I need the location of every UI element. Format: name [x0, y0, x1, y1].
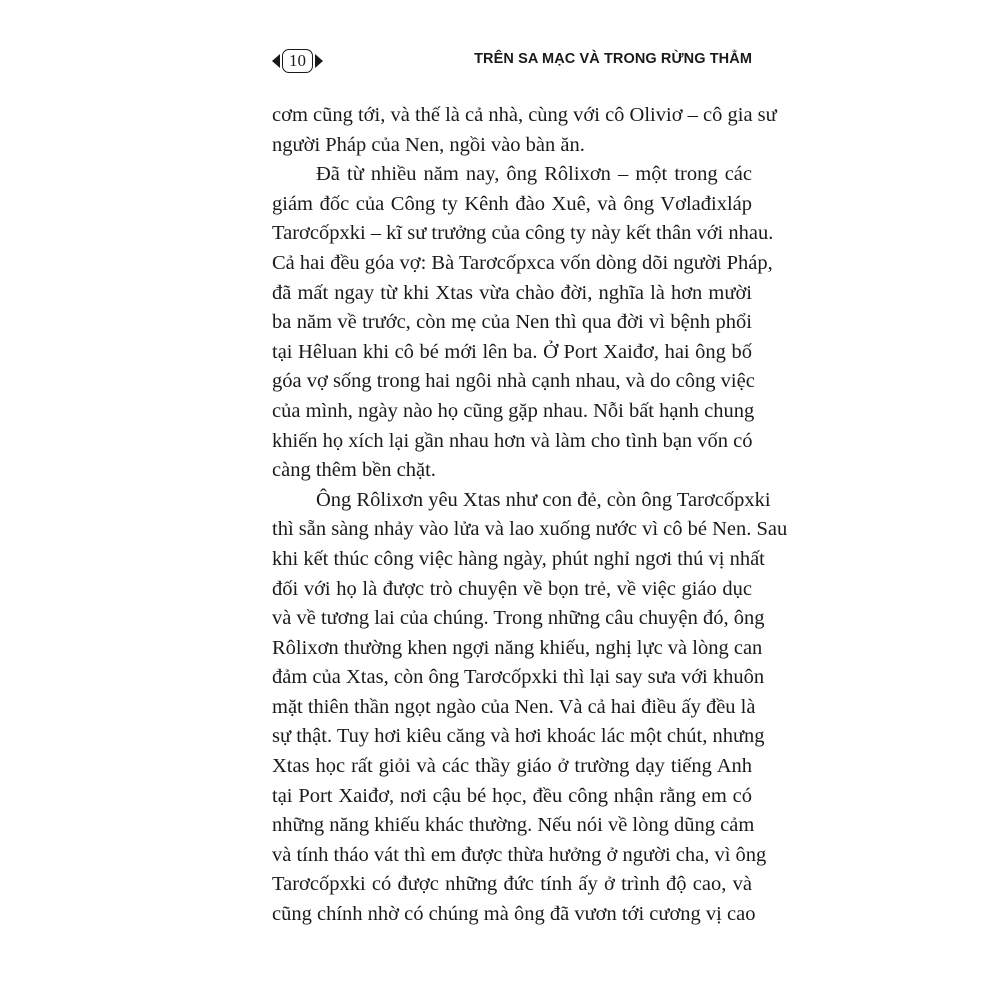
text-line: góa vợ sống trong hai ngôi nhà cạnh nhau, và do công việc	[272, 370, 755, 393]
body-text	[272, 101, 788, 930]
text-line: và tính tháo vát thì em được thừa hưởng ở người cha, vì ông	[272, 843, 767, 866]
text-line: tại Hêluan khi cô bé mới lên ba. Ở Port Xaiđơ, hai ông bố	[272, 340, 752, 363]
text-line: Đã từ nhiều năm nay, ông Rôlixơn – một trong các	[316, 163, 752, 186]
text-line: Cả hai đều góa vợ: Bà Tarơcốpxca vốn dòng dõi người Pháp,	[272, 251, 773, 274]
page-number: 10	[282, 49, 313, 73]
text-line: thì sẵn sàng nhảy vào lửa và lao xuống nước vì cô bé Nen. Sau	[272, 518, 788, 541]
text-line: khiến họ xích lại gần nhau hơn và làm cho tình bạn vốn có	[272, 429, 753, 452]
text-line: người Pháp của Nen, ngồi vào bàn ăn.	[272, 133, 585, 156]
text-line: Tarơcốpxki có được những đức tính ấy ở trình độ cao, và	[272, 873, 752, 896]
page-number-badge	[272, 48, 323, 74]
page-header	[272, 46, 752, 76]
text-line: đảm của Xtas, còn ông Tarơcốpxki thì lại say sưa với khuôn	[272, 666, 765, 689]
text-line: Rôlixơn thường khen ngợi năng khiếu, nghị lực và lòng can	[272, 636, 763, 659]
text-line: giám đốc của Công ty Kênh đào Xuê, và ông Vơlađixláp	[272, 192, 752, 215]
text-line: những năng khiếu khác thường. Nếu nói về lòng dũng cảm	[272, 814, 755, 837]
text-line: Ông Rôlixơn yêu Xtas như con đẻ, còn ông Tarơcốpxki	[316, 488, 771, 511]
text-line: cơm cũng tới, và thế là cả nhà, cùng với cô Oliviơ – cô gia sư	[272, 104, 777, 126]
triangle-left-icon	[272, 54, 280, 68]
text-line: cũng chính nhờ có chúng mà ông đã vươn tới cương vị cao	[272, 903, 756, 926]
text-line: đối với họ là được trò chuyện về bọn trẻ, về việc giáo dục	[272, 577, 752, 600]
text-line: khi kết thúc công việc hàng ngày, phút nghỉ ngơi thú vị nhất	[272, 547, 765, 570]
text-line: càng thêm bền chặt.	[272, 459, 436, 482]
text-line: Tarơcốpxki – kĩ sư trưởng của công ty này kết thân với nhau.	[272, 222, 774, 245]
text-line: tại Port Xaiđơ, nơi cậu bé học, đều công nhận rằng em có	[272, 784, 752, 807]
running-title: TRÊN SA MẠC VÀ TRONG RỪNG THẲM	[474, 51, 752, 67]
text-line: và về tương lai của chúng. Trong những câu chuyện đó, ông	[272, 607, 765, 630]
text-line: ba năm về trước, còn mẹ của Nen thì qua đời vì bệnh phổi	[272, 311, 752, 334]
text-line: Xtas học rất giỏi và các thầy giáo ở trường dạy tiếng Anh	[272, 755, 752, 778]
text-line: mặt thiên thần ngọt ngào của Nen. Và cả hai điều ấy đều là	[272, 695, 756, 718]
text-line: sự thật. Tuy hơi kiêu căng và hơi khoác lác một chút, nhưng	[272, 725, 765, 748]
text-line: đã mất ngay từ khi Xtas vừa chào đời, nghĩa là hơn mười	[272, 281, 752, 304]
triangle-right-icon	[315, 54, 323, 68]
text-line: của mình, ngày nào họ cũng gặp nhau. Nỗi bất hạnh chung	[272, 399, 755, 422]
